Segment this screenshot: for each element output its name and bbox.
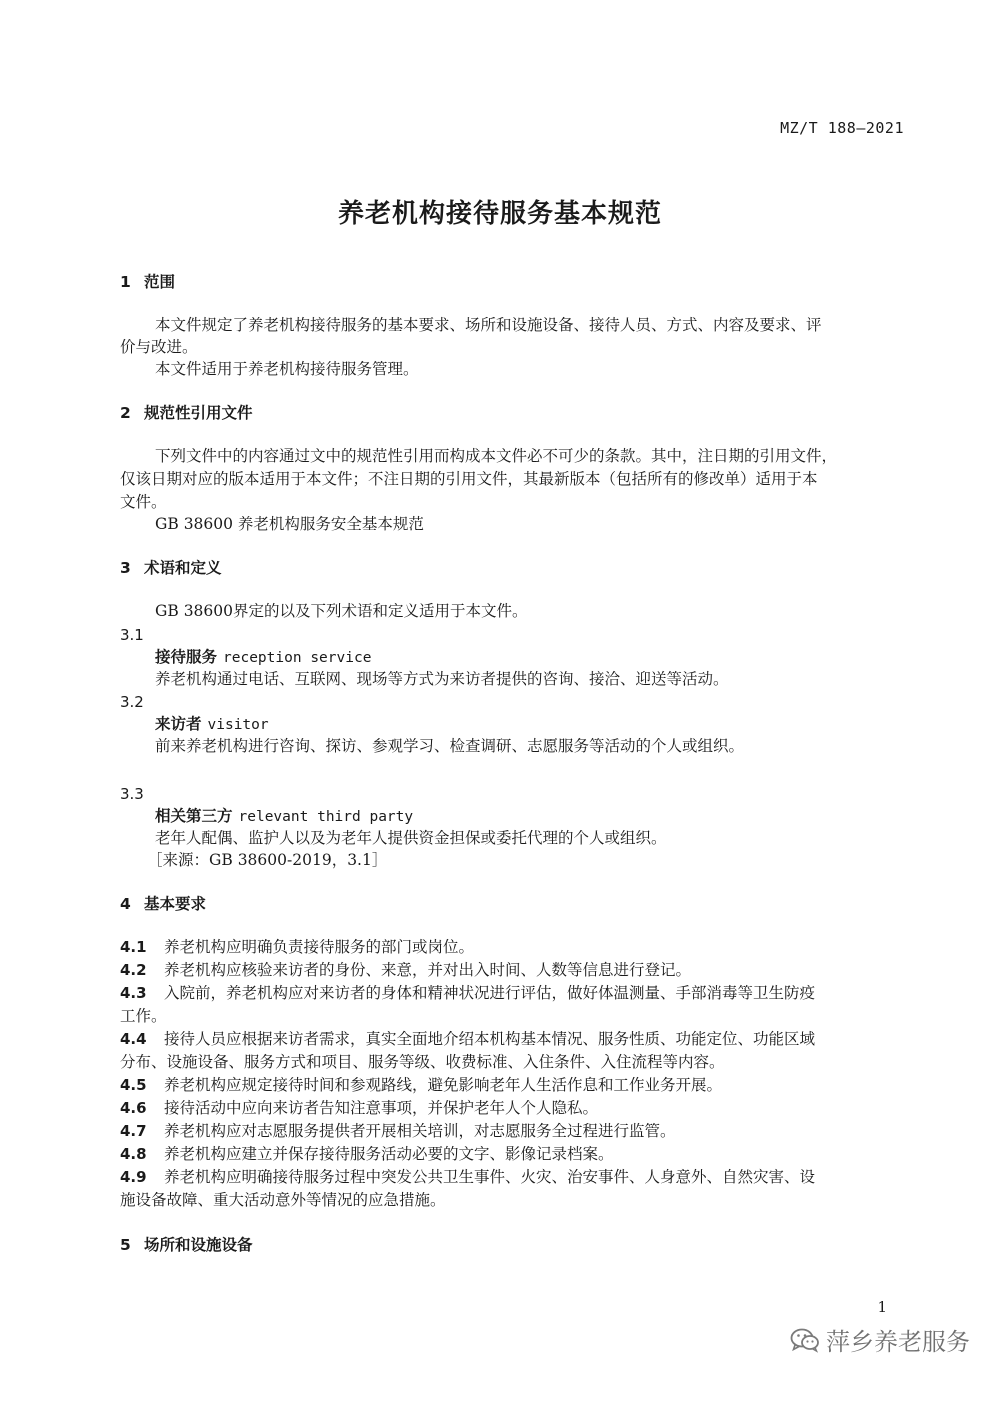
section-title: 基本要求 [144, 895, 207, 913]
section-3-heading [120, 557, 222, 579]
requirement-item [120, 1028, 815, 1050]
requirement-item [120, 936, 474, 958]
term-english: relevant third party [238, 809, 414, 825]
requirement-continuation: 分布、设施设备、服务方式和项目、服务等级、收费标准、入住条件、入住流程等内容。 [120, 1053, 725, 1071]
term-heading [155, 713, 269, 736]
term-number: 3.3 [120, 785, 144, 803]
paragraph-line: 本文件适用于养老机构接待服务管理。 [155, 360, 419, 378]
requirement-number: 4.7 [120, 1122, 147, 1140]
requirement-continuation: 施设备故障、重大活动意外等情况的应急措施。 [120, 1191, 446, 1209]
section-number: 3 [120, 559, 131, 577]
watermark [790, 1322, 970, 1357]
requirement-number: 4.4 [120, 1030, 147, 1048]
requirement-number: 4.6 [120, 1099, 147, 1117]
term-number: 3.2 [120, 693, 144, 711]
requirement-text: 入院前，养老机构应对来访者的身体和精神状况进行评估，做好体温测量、手部消毒等卫生防疫 [164, 984, 816, 1002]
section-number: 2 [120, 404, 131, 422]
term-heading [155, 646, 371, 669]
paragraph-line: 文件。 [120, 493, 167, 511]
term-source: ［来源：GB 38600-2019，3.1］ [147, 851, 388, 869]
section-5-heading [120, 1234, 253, 1256]
requirement-number: 4.1 [120, 938, 147, 956]
requirement-item [120, 1143, 614, 1165]
term-definition: 前来养老机构进行咨询、探访、参观学习、检查调研、志愿服务等活动的个人或组织。 [155, 737, 745, 755]
requirement-item [120, 1097, 598, 1119]
term-heading [155, 805, 413, 828]
paragraph-line: 下列文件中的内容通过文中的规范性引用而构成本文件必不可少的条款。其中，注日期的引用文件， [155, 447, 838, 465]
requirement-text: 养老机构应对志愿服务提供者开展相关培训，对志愿服务全过程进行监管。 [164, 1122, 676, 1140]
requirement-item [120, 1120, 676, 1142]
requirement-item [120, 959, 691, 981]
requirement-text: 养老机构应核验来访者的身份、来意，并对出入时间、人数等信息进行登记。 [164, 961, 692, 979]
section-title: 术语和定义 [144, 559, 222, 577]
requirement-text: 养老机构应规定接待时间和参观路线，避免影响老年人生活作息和工作业务开展。 [164, 1076, 723, 1094]
section-number: 5 [120, 1236, 131, 1254]
term-definition: 老年人配偶、监护人以及为老年人提供资金担保或委托代理的个人或组织。 [155, 829, 667, 847]
section-2-heading [120, 402, 253, 424]
normative-reference: GB 38600 养老机构服务安全基本规范 [155, 515, 424, 533]
requirement-item [120, 1074, 722, 1096]
requirement-number: 4.5 [120, 1076, 147, 1094]
standard-code: MZ/T 188—2021 [780, 119, 904, 137]
paragraph-line: 本文件规定了养老机构接待服务的基本要求、场所和设施设备、接待人员、方式、内容及要求、评 [155, 316, 822, 334]
wechat-icon [790, 1327, 820, 1353]
section-1-heading [120, 271, 175, 293]
requirement-text: 接待人员应根据来访者需求，真实全面地介绍本机构基本情况、服务性质、功能定位、功能区域 [164, 1030, 816, 1048]
requirement-text: 接待活动中应向来访者告知注意事项，并保护老年人个人隐私。 [164, 1099, 599, 1117]
requirement-item [120, 982, 815, 1004]
watermark-text: 萍乡养老服务 [826, 1328, 970, 1356]
section-title: 场所和设施设备 [144, 1236, 253, 1254]
requirement-text: 养老机构应建立并保存接待服务活动必要的文字、影像记录档案。 [164, 1145, 614, 1163]
requirement-number: 4.3 [120, 984, 147, 1002]
paragraph-line: 价与改进。 [120, 338, 198, 356]
section-title: 规范性引用文件 [144, 404, 253, 422]
paragraph-line: GB 38600界定的以及下列术语和定义适用于本文件。 [155, 602, 528, 620]
term-name: 来访者 [155, 715, 202, 733]
section-number: 1 [120, 273, 131, 291]
section-4-heading [120, 893, 206, 915]
requirement-text: 养老机构应明确接待服务过程中突发公共卫生事件、火灾、治安事件、人身意外、自然灾害、设 [164, 1168, 816, 1186]
page-number: 1 [877, 1298, 887, 1316]
requirement-number: 4.8 [120, 1145, 147, 1163]
term-number: 3.1 [120, 626, 144, 644]
requirement-continuation: 工作。 [120, 1007, 167, 1025]
section-number: 4 [120, 895, 131, 913]
requirement-item [120, 1166, 815, 1188]
requirement-number: 4.9 [120, 1168, 147, 1186]
term-english: reception service [223, 650, 372, 666]
term-english: visitor [207, 717, 269, 733]
requirement-text: 养老机构应明确负责接待服务的部门或岗位。 [164, 938, 475, 956]
paragraph-line: 仅该日期对应的版本适用于本文件；不注日期的引用文件，其最新版本（包括所有的修改单）适用于本 [120, 470, 818, 488]
term-definition: 养老机构通过电话、互联网、现场等方式为来访者提供的咨询、接洽、迎送等活动。 [155, 670, 729, 688]
term-name: 相关第三方 [155, 807, 233, 825]
requirement-number: 4.2 [120, 961, 147, 979]
section-title: 范围 [144, 273, 176, 291]
document-title: 养老机构接待服务基本规范 [337, 199, 662, 229]
term-name: 接待服务 [155, 648, 218, 666]
